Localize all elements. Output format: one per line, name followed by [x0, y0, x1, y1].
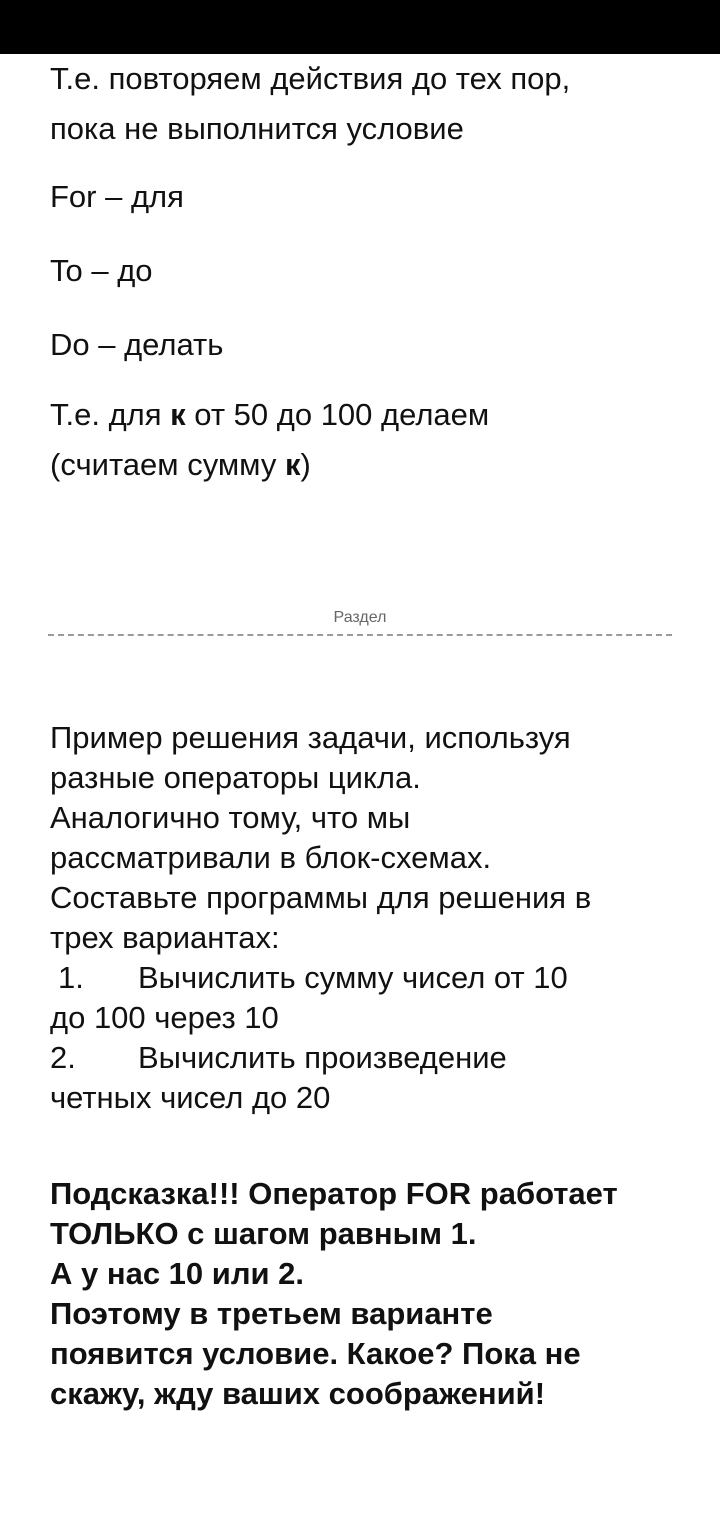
do-definition: Do – делать: [50, 327, 224, 362]
task-paragraph: [50, 718, 690, 1118]
example-text: (считаем сумму: [50, 447, 285, 482]
task-line: трех вариантах:: [50, 920, 280, 955]
task-line: Аналогично тому, что мы: [50, 800, 411, 835]
hint-line: Подсказка!!! Оператор FOR работает: [50, 1176, 618, 1211]
task-line: рассматривали в блок-схемах.: [50, 840, 492, 875]
document-page: [0, 54, 720, 1520]
hint-line: А у нас 10 или 2.: [50, 1256, 305, 1291]
intro-paragraph: [50, 54, 690, 154]
hint-line: ТОЛЬКО с шагом равным 1.: [50, 1216, 477, 1251]
intro-line-1: Т.е. повторяем действия до тех пор,: [50, 61, 571, 96]
example-text: Т.е. для: [50, 397, 171, 432]
list-item-2: [50, 1038, 690, 1078]
hint-line: появится условие. Какое? Пока не: [50, 1336, 581, 1371]
task-line: разные операторы цикла.: [50, 760, 421, 795]
variable-k: к: [284, 447, 301, 482]
list-number: 2.: [50, 1040, 76, 1075]
intro-line-2: пока не выполнится условие: [50, 111, 464, 146]
list-number: 1.: [58, 960, 84, 995]
to-definition: To – до: [50, 253, 153, 288]
example-line-1: [50, 390, 690, 440]
list-item-text: Вычислить произведение: [138, 1040, 507, 1075]
hint-paragraph: [50, 1174, 700, 1414]
section-break-line: [48, 634, 672, 636]
for-definition: For – для: [50, 179, 184, 214]
list-item-1-continuation: до 100 через 10: [50, 1000, 279, 1035]
example-text: от 50 до 100 делаем: [185, 397, 490, 432]
section-break-label: Раздел: [333, 609, 387, 626]
variable-k: к: [170, 397, 186, 432]
example-paragraph: [50, 390, 690, 490]
hint-line: Поэтому в третьем варианте: [50, 1296, 493, 1331]
example-text: ): [300, 447, 311, 482]
example-line-2: [50, 440, 690, 490]
status-bar: [0, 0, 720, 54]
task-line: Составьте программы для решения в: [50, 880, 592, 915]
task-line: Пример решения задачи, используя: [50, 720, 571, 755]
list-item-text: Вычислить сумму чисел от 10: [138, 960, 568, 995]
list-item-1: [50, 958, 690, 998]
list-item-2-continuation: четных чисел до 20: [50, 1080, 331, 1115]
hint-line: скажу, жду ваших соображений!: [50, 1376, 546, 1411]
